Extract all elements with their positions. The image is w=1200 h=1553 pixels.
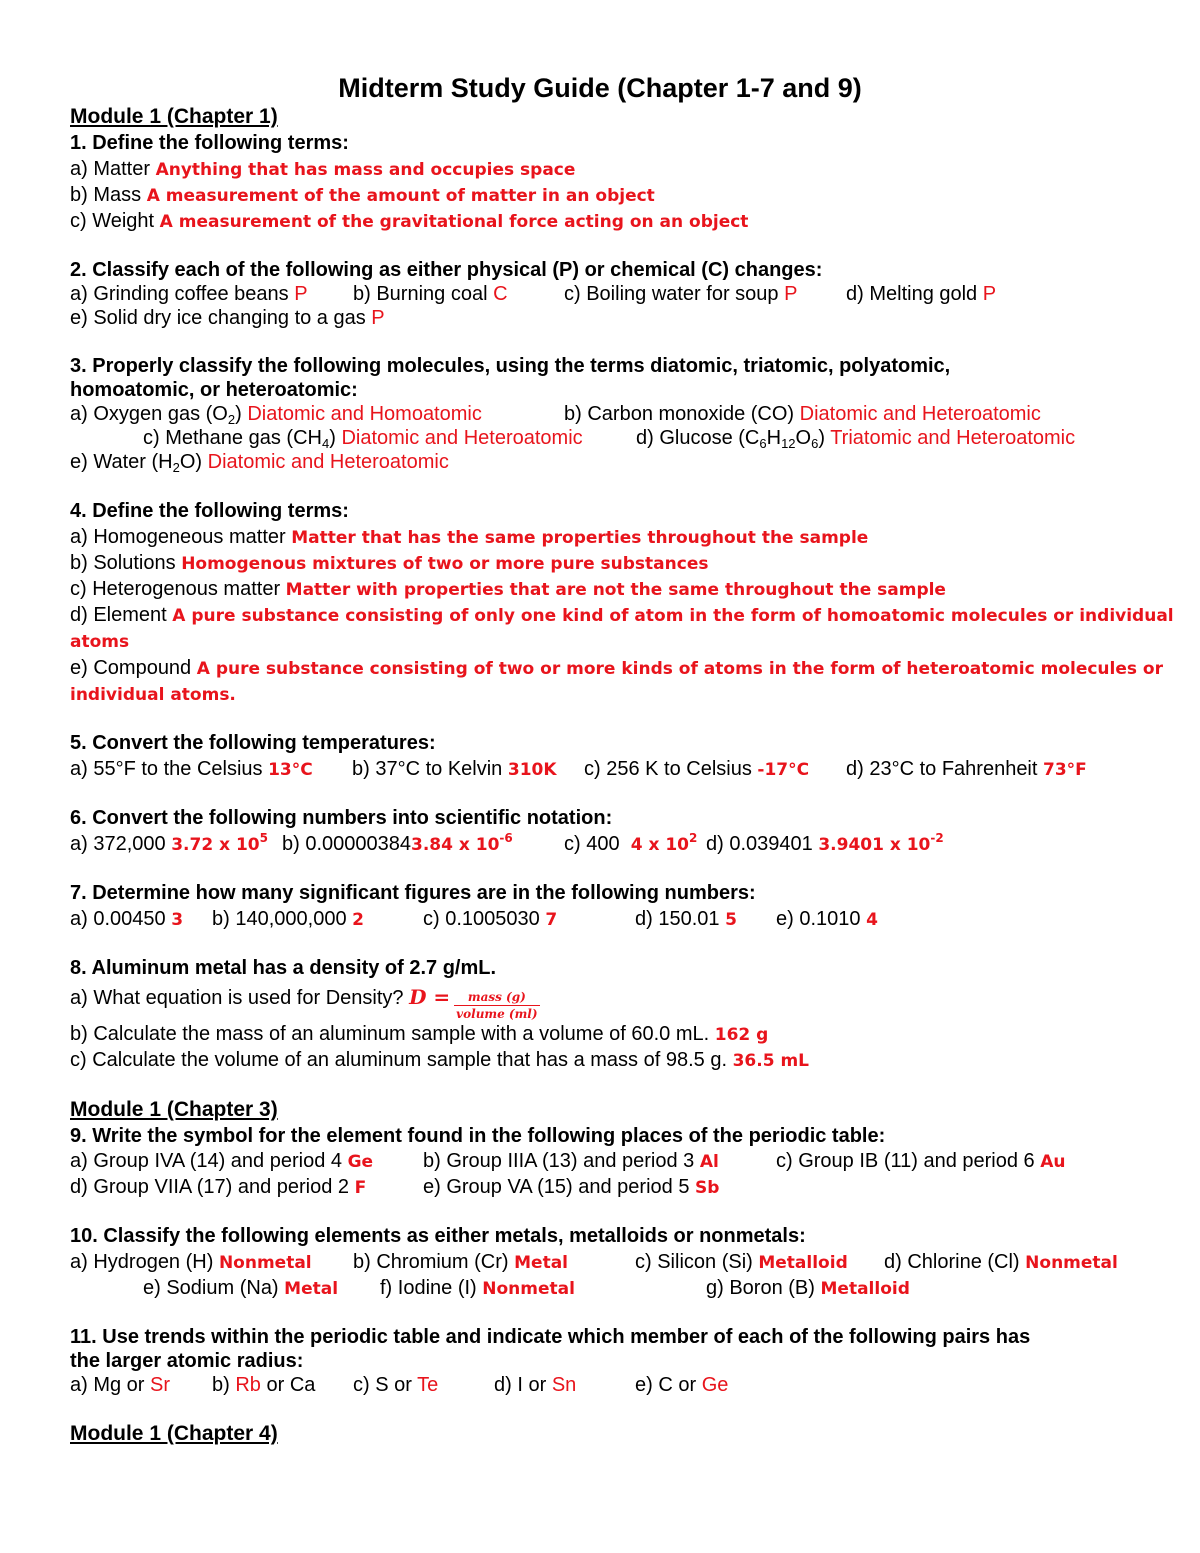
q2-c-label: c) Boiling water for soup bbox=[564, 283, 779, 305]
q3-e-subscript: 2 bbox=[172, 460, 180, 475]
q4-item-d bbox=[70, 602, 1174, 628]
q3-row-2 bbox=[143, 425, 1143, 451]
q3-row-1 bbox=[70, 401, 1130, 427]
q10-e-label: e) Sodium (Na) bbox=[143, 1277, 279, 1299]
q5-item-a bbox=[70, 756, 313, 783]
q3-e-close: O) bbox=[179, 451, 203, 473]
q5-b-answer: 310K bbox=[507, 760, 557, 780]
q7-b-label: b) 140,000,000 bbox=[212, 908, 347, 930]
q10-d-label: d) Chlorine (Cl) bbox=[884, 1251, 1020, 1273]
q10-item-a bbox=[70, 1249, 312, 1276]
q2-e-answer: P bbox=[371, 307, 385, 329]
q6-a-label: a) 372,000 bbox=[70, 833, 166, 855]
section-heading-ch4: Module 1 (Chapter 4) bbox=[70, 1422, 278, 1445]
q10-g-label: g) Boron (B) bbox=[706, 1277, 815, 1299]
q2-row-1 bbox=[70, 281, 1130, 307]
q8-item-a bbox=[70, 984, 540, 1021]
q8-c-answer: 36.5 mL bbox=[732, 1051, 809, 1071]
q6-d-label: d) 0.039401 bbox=[706, 833, 813, 855]
q11-item-c bbox=[353, 1372, 438, 1398]
q5-prompt: 5. Convert the following temperatures: bbox=[70, 732, 436, 754]
q9-a-answer: Ge bbox=[347, 1152, 374, 1172]
q5-b-label: b) 37°C to Kelvin bbox=[352, 758, 503, 780]
q9-row-1 bbox=[70, 1148, 1130, 1174]
q11-c-answer: Te bbox=[417, 1374, 439, 1396]
q10-item-e bbox=[143, 1275, 338, 1302]
q11-d-answer: Sn bbox=[551, 1374, 577, 1396]
q11-item-b bbox=[212, 1372, 315, 1398]
q9-c-answer: Au bbox=[1040, 1152, 1066, 1172]
q3-prompt-line-2: homoatomic, or heteroatomic: bbox=[70, 379, 358, 401]
q11-item-e bbox=[635, 1372, 728, 1398]
q6-a-answer-base: 3.72 x 10 bbox=[171, 835, 260, 855]
q11-prompt-line-1: 11. Use trends within the periodic table and indicate which member of each of the following pairs has bbox=[70, 1326, 1031, 1348]
q2-item-a bbox=[70, 281, 308, 307]
q8-c-label: c) Calculate the volume of an aluminum sample that has a mass of 98.5 g. bbox=[70, 1049, 728, 1071]
q1-b-label: b) Mass bbox=[70, 184, 142, 206]
q2-b-label: b) Burning coal bbox=[353, 283, 488, 305]
q5-c-answer: -17°C bbox=[757, 760, 810, 780]
document-title: Midterm Study Guide (Chapter 1-7 and 9) bbox=[338, 73, 862, 103]
q4-item-b bbox=[70, 550, 708, 576]
q2-b-answer: C bbox=[493, 283, 508, 305]
q3-b-label: b) Carbon monoxide (CO) bbox=[564, 403, 795, 425]
q4-d-answer-cont: atoms bbox=[70, 632, 130, 652]
q1-a-label: a) Matter bbox=[70, 158, 151, 180]
q6-c-label: c) 400 bbox=[564, 833, 620, 855]
q4-item-a bbox=[70, 524, 868, 550]
q9-d-label: d) Group VIIA (17) and period 2 bbox=[70, 1176, 350, 1198]
q1-item-b bbox=[70, 182, 655, 208]
q2-item-e bbox=[70, 305, 385, 331]
q11-c-label: c) S or bbox=[353, 1374, 412, 1396]
q2-d-label: d) Melting gold bbox=[846, 283, 978, 305]
q10-f-label: f) Iodine (I) bbox=[380, 1277, 477, 1299]
q7-prompt: 7. Determine how many significant figures are in the following numbers: bbox=[70, 882, 756, 904]
q2-e-label: e) Solid dry ice changing to a gas bbox=[70, 307, 366, 329]
q10-item-f bbox=[380, 1275, 575, 1302]
q2-item-d bbox=[846, 281, 996, 307]
q3-a-close: ) bbox=[235, 403, 242, 425]
q5-item-b bbox=[352, 756, 557, 783]
q3-d-answer: Triatomic and Heteroatomic bbox=[830, 427, 1076, 449]
q6-item-a bbox=[70, 831, 268, 858]
q11-e-answer: Ge bbox=[701, 1374, 729, 1396]
q4-b-label: b) Solutions bbox=[70, 552, 176, 574]
q6-b-exponent: -6 bbox=[499, 831, 513, 845]
q9-a-label: a) Group IVA (14) and period 4 bbox=[70, 1150, 343, 1172]
q4-d-answer: A pure substance consisting of only one kind of atom in the form of homoatomic molecules or individual bbox=[172, 606, 1174, 626]
q10-c-answer: Metalloid bbox=[758, 1253, 848, 1273]
q6-b-answer-base: 3.84 x 10 bbox=[411, 835, 500, 855]
q10-item-c bbox=[635, 1249, 848, 1276]
q4-e-answer-cont: individual atoms. bbox=[70, 685, 236, 705]
q9-item-b bbox=[423, 1148, 719, 1175]
q3-d-subscript-1: 6 bbox=[759, 436, 767, 451]
q5-d-answer: 73°F bbox=[1043, 760, 1087, 780]
q4-item-e-cont bbox=[70, 681, 236, 707]
q1-item-c bbox=[70, 208, 748, 234]
q7-e-label: e) 0.1010 bbox=[776, 908, 861, 930]
q7-item-b bbox=[212, 906, 364, 933]
q3-d-subscript-3: 6 bbox=[811, 436, 819, 451]
q7-item-a bbox=[70, 906, 183, 933]
q7-e-answer: 4 bbox=[866, 910, 878, 930]
q3-d-mid-2: O bbox=[795, 427, 812, 449]
q2-a-answer: P bbox=[294, 283, 308, 305]
section-heading-ch1: Module 1 (Chapter 1) bbox=[70, 105, 278, 128]
q3-c-close: ) bbox=[329, 427, 336, 449]
q6-a-exponent: 5 bbox=[259, 831, 268, 845]
q4-e-answer: A pure substance consisting of two or more kinds of atoms in the form of heteroatomic molecules or bbox=[196, 659, 1163, 679]
q11-prompt-line-2: the larger atomic radius: bbox=[70, 1350, 304, 1372]
q7-item-c bbox=[423, 906, 557, 933]
q9-item-c bbox=[776, 1148, 1065, 1175]
q2-prompt: 2. Classify each of the following as either physical (P) or chemical (C) changes: bbox=[70, 259, 823, 281]
q3-d-subscript-2: 12 bbox=[781, 436, 796, 451]
q3-e-label: e) Water (H bbox=[70, 451, 173, 473]
q8-a-label: a) What equation is used for Density? bbox=[70, 987, 404, 1009]
q9-b-answer: Al bbox=[699, 1152, 719, 1172]
q3-a-answer: Diatomic and Homoatomic bbox=[247, 403, 482, 425]
q10-prompt: 10. Classify the following elements as either metals, metalloids or nonmetals: bbox=[70, 1225, 806, 1247]
q10-a-answer: Nonmetal bbox=[218, 1253, 312, 1273]
q11-a-label: a) Mg or bbox=[70, 1374, 145, 1396]
q9-item-d bbox=[70, 1174, 366, 1201]
q5-a-answer: 13°C bbox=[268, 760, 313, 780]
q2-a-label: a) Grinding coffee beans bbox=[70, 283, 289, 305]
q1-b-answer: A measurement of the amount of matter in an object bbox=[146, 186, 655, 206]
q7-item-d bbox=[635, 906, 737, 933]
q6-d-exponent: -2 bbox=[930, 831, 944, 845]
q11-row bbox=[70, 1372, 1130, 1398]
q4-c-label: c) Heterogenous matter bbox=[70, 578, 281, 600]
section-heading-ch3: Module 1 (Chapter 3) bbox=[70, 1098, 278, 1121]
q4-a-label: a) Homogeneous matter bbox=[70, 526, 286, 548]
q10-item-b bbox=[353, 1249, 568, 1276]
q4-item-d-cont bbox=[70, 628, 129, 654]
q3-c-answer: Diatomic and Heteroatomic bbox=[341, 427, 583, 449]
q7-b-answer: 2 bbox=[352, 910, 364, 930]
q9-c-label: c) Group IB (11) and period 6 bbox=[776, 1150, 1035, 1172]
q9-item-a bbox=[70, 1148, 373, 1175]
q10-c-label: c) Silicon (Si) bbox=[635, 1251, 753, 1273]
q10-e-answer: Metal bbox=[284, 1279, 339, 1299]
q3-a-subscript: 2 bbox=[227, 412, 236, 427]
q11-b-label: b) bbox=[212, 1374, 230, 1396]
q5-item-d bbox=[846, 756, 1087, 783]
q2-item-b bbox=[353, 281, 508, 307]
q5-d-label: d) 23°C to Fahrenheit bbox=[846, 758, 1038, 780]
q8-b-answer: 162 g bbox=[714, 1025, 769, 1045]
density-fraction bbox=[454, 989, 539, 1022]
q9-e-answer: Sb bbox=[695, 1178, 720, 1198]
q8-item-c bbox=[70, 1047, 809, 1073]
q4-a-answer: Matter that has the same properties throughout the sample bbox=[291, 528, 869, 548]
q3-c-label: c) Methane gas (CH bbox=[143, 427, 322, 449]
q11-item-a bbox=[70, 1372, 170, 1398]
q1-a-answer: Anything that has mass and occupies space bbox=[155, 160, 576, 180]
q8-b-label: b) Calculate the mass of an aluminum sample with a volume of 60.0 mL. bbox=[70, 1023, 710, 1045]
q6-d-answer-base: 3.9401 x 10 bbox=[818, 835, 931, 855]
q3-item-c bbox=[143, 425, 583, 451]
q2-c-answer: P bbox=[784, 283, 798, 305]
q1-c-label: c) Weight bbox=[70, 210, 155, 232]
q6-c-exponent: 2 bbox=[689, 831, 698, 845]
q4-b-answer: Homogenous mixtures of two or more pure substances bbox=[181, 554, 709, 574]
q1-item-a bbox=[70, 156, 575, 182]
q9-d-answer: F bbox=[354, 1178, 367, 1198]
density-numerator: mass (g) bbox=[454, 989, 539, 1006]
q10-row-2 bbox=[70, 1275, 1130, 1301]
q7-item-e bbox=[776, 906, 878, 933]
q8-item-b bbox=[70, 1021, 768, 1047]
q3-c-subscript: 4 bbox=[321, 436, 330, 451]
q3-item-b bbox=[564, 401, 1041, 427]
q11-item-d bbox=[494, 1372, 576, 1398]
q6-item-c bbox=[564, 831, 697, 858]
q11-b-label-post: or Ca bbox=[266, 1374, 316, 1396]
q3-e-answer: Diatomic and Heteroatomic bbox=[207, 451, 449, 473]
q3-d-close: ) bbox=[818, 427, 825, 449]
q1-c-answer: A measurement of the gravitational force acting on an object bbox=[159, 212, 749, 232]
q8-prompt: 8. Aluminum metal has a density of 2.7 g/mL. bbox=[70, 957, 497, 979]
q7-a-answer: 3 bbox=[171, 910, 184, 930]
q7-c-label: c) 0.1005030 bbox=[423, 908, 540, 930]
q3-item-a bbox=[70, 401, 482, 427]
q6-c-answer bbox=[630, 831, 698, 855]
q6-item-b bbox=[282, 831, 513, 858]
q11-a-answer: Sr bbox=[150, 1374, 171, 1396]
q11-e-label: e) C or bbox=[635, 1374, 697, 1396]
q6-b-answer bbox=[411, 831, 513, 855]
q4-e-label: e) Compound bbox=[70, 657, 192, 679]
q10-item-g bbox=[706, 1275, 910, 1302]
q11-d-label: d) I or bbox=[494, 1374, 547, 1396]
q11-b-answer: Rb bbox=[235, 1374, 261, 1396]
q7-d-answer: 5 bbox=[725, 910, 737, 930]
q7-d-label: d) 150.01 bbox=[635, 908, 720, 930]
q4-prompt: 4. Define the following terms: bbox=[70, 500, 349, 522]
q6-d-answer bbox=[818, 831, 944, 855]
q4-c-answer: Matter with properties that are not the same throughout the sample bbox=[285, 580, 946, 600]
q3-item-d bbox=[636, 425, 1075, 451]
q10-b-label: b) Chromium (Cr) bbox=[353, 1251, 509, 1273]
q10-f-answer: Nonmetal bbox=[482, 1279, 575, 1299]
q3-prompt-line-1: 3. Properly classify the following molecules, using the terms diatomic, triatomic, polyatomic, bbox=[70, 355, 951, 377]
q10-b-answer: Metal bbox=[514, 1253, 568, 1273]
q5-item-c bbox=[584, 756, 809, 783]
q3-b-answer: Diatomic and Heteroatomic bbox=[799, 403, 1041, 425]
q9-item-e bbox=[423, 1174, 719, 1201]
q2-d-answer: P bbox=[982, 283, 997, 305]
q6-b-label: b) 0.00000384 bbox=[282, 833, 412, 855]
q10-row-1 bbox=[70, 1249, 1130, 1275]
q1-prompt: 1. Define the following terms: bbox=[70, 132, 349, 154]
q3-item-e bbox=[70, 449, 449, 475]
density-denominator: volume (ml) bbox=[456, 1007, 538, 1021]
q6-item-d bbox=[706, 831, 944, 858]
q6-a-answer bbox=[171, 831, 268, 855]
q7-c-answer: 7 bbox=[545, 910, 558, 930]
q2-item-c bbox=[564, 281, 797, 307]
q10-d-answer: Nonmetal bbox=[1025, 1253, 1118, 1273]
q7-a-label: a) 0.00450 bbox=[70, 908, 166, 930]
q9-b-label: b) Group IIIA (13) and period 3 bbox=[423, 1150, 695, 1172]
q10-a-label: a) Hydrogen (H) bbox=[70, 1251, 214, 1273]
q5-c-label: c) 256 K to Celsius bbox=[584, 758, 752, 780]
q3-a-label: a) Oxygen gas (O bbox=[70, 403, 228, 425]
q3-d-label: d) Glucose (C bbox=[636, 427, 760, 449]
q10-item-d bbox=[884, 1249, 1118, 1276]
q4-item-c bbox=[70, 576, 946, 602]
q10-g-answer: Metalloid bbox=[820, 1279, 910, 1299]
q9-prompt: 9. Write the symbol for the element found in the following places of the periodic table: bbox=[70, 1125, 886, 1147]
q9-e-label: e) Group VA (15) and period 5 bbox=[423, 1176, 690, 1198]
q7-row bbox=[70, 906, 1130, 932]
q4-d-label: d) Element bbox=[70, 604, 167, 626]
q9-row-2 bbox=[70, 1174, 1130, 1200]
q6-c-answer-base: 4 x 10 bbox=[630, 835, 690, 855]
q4-item-e bbox=[70, 655, 1163, 681]
q5-a-label: a) 55°F to the Celsius bbox=[70, 758, 263, 780]
q5-row bbox=[70, 756, 1130, 782]
q6-row bbox=[70, 831, 1130, 857]
density-equation-lhs: D = bbox=[409, 985, 451, 1009]
q3-d-mid-1: H bbox=[766, 427, 782, 449]
q6-prompt: 6. Convert the following numbers into scientific notation: bbox=[70, 807, 613, 829]
